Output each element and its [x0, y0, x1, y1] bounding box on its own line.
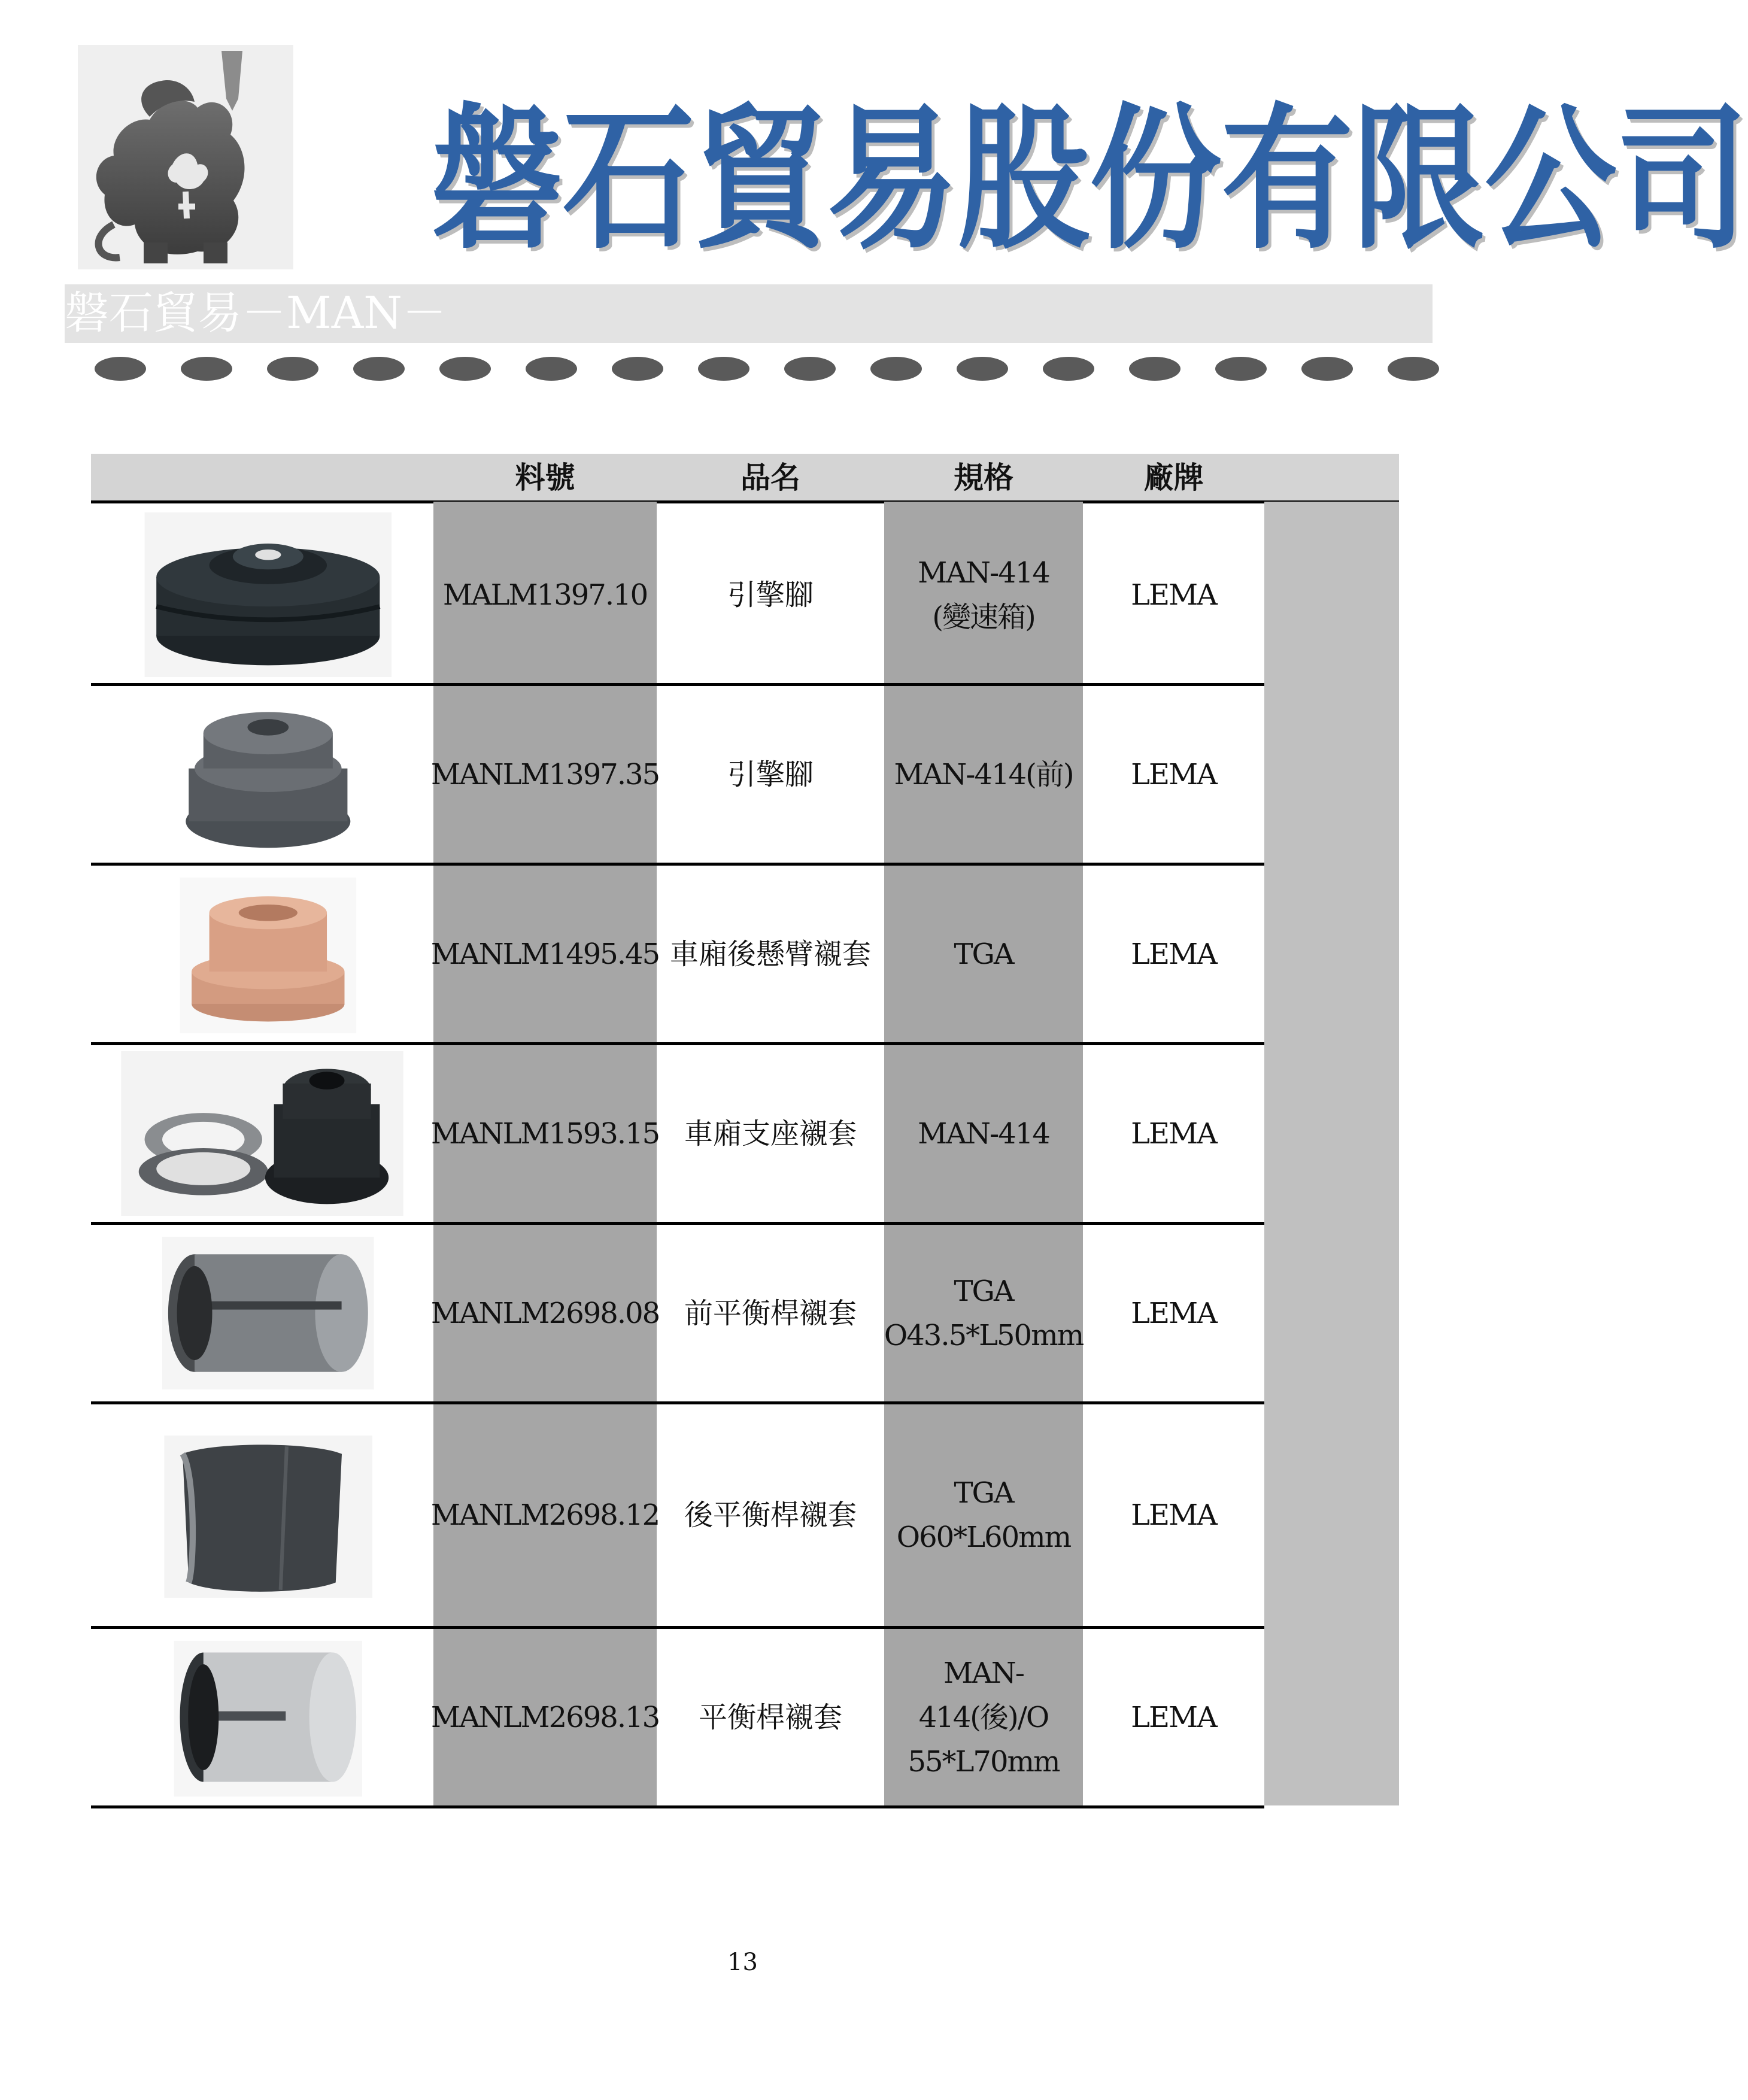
part-number-cell [430, 1404, 660, 1626]
spec-line: MAN-414 [918, 556, 1049, 590]
decorative-dot [1388, 357, 1439, 381]
brand-cell [1083, 1045, 1264, 1222]
brand-cell [1083, 1404, 1264, 1626]
spec-cell [884, 506, 1083, 683]
decorative-dot [784, 357, 836, 381]
spec-line: O60*L60mm [896, 1521, 1071, 1554]
part-number-cell [430, 1045, 660, 1222]
header-rule [91, 500, 1399, 503]
company-name [431, 89, 1748, 271]
product-name-cell-text: 平衡桿襯套 [698, 1700, 842, 1734]
header-spec: 規格 [954, 460, 1013, 495]
product-name-cell-text: 車廂後懸臂襯套 [669, 937, 871, 971]
decorative-dot [353, 357, 405, 381]
brand-cell-text: LEMA [1131, 578, 1216, 612]
decorative-dot [1129, 357, 1180, 381]
page-number: 13 [727, 1949, 758, 1976]
split-bushing-silver-photo [103, 1635, 421, 1799]
spec-line: O43.5*L50mm [884, 1318, 1084, 1352]
part-number-cell-text: MANLM1397.35 [430, 757, 660, 791]
part-number-cell [430, 1629, 660, 1805]
spec-cell [884, 686, 1083, 863]
product-name-cell-text: 引擎腳 [727, 578, 814, 612]
brand-cell-text: LEMA [1131, 1498, 1216, 1532]
part-number-cell [430, 866, 660, 1042]
company-name-char: 有 [1221, 89, 1354, 271]
brand-cell-text: LEMA [1131, 1296, 1216, 1330]
company-name-char: 股 [958, 89, 1090, 271]
spec-cell [884, 866, 1083, 1042]
part-number-cell-text: MANLM2698.08 [430, 1296, 660, 1330]
wrapped-bushing-photo [103, 1410, 421, 1620]
decorative-dot [1043, 357, 1094, 381]
brand-cell [1083, 686, 1264, 863]
part-number-cell-text: MALM1397.10 [442, 578, 648, 612]
company-name-char: 石 [563, 89, 695, 271]
product-name-cell [657, 1225, 884, 1401]
company-name-char: 磐 [431, 89, 563, 271]
support-bushing-pair-photo [103, 1051, 421, 1216]
product-name-cell [657, 1045, 884, 1222]
decorative-dot [698, 357, 749, 381]
part-number-cell [430, 686, 660, 863]
engine-mount-bellows-photo [103, 692, 421, 857]
spec-line: (變速箱) [932, 600, 1035, 634]
spec-cell [884, 1629, 1083, 1805]
product-name-cell [657, 686, 884, 863]
header-brand: 廠牌 [1143, 460, 1204, 495]
decorative-dot [870, 357, 922, 381]
engine-mount-dark-photo [103, 512, 421, 677]
brand-cell [1083, 1629, 1264, 1805]
product-name-cell-text: 後平衡桿襯套 [684, 1498, 857, 1532]
brand-cell-text: LEMA [1131, 1700, 1216, 1734]
decorative-dot [957, 357, 1008, 381]
brand-cell [1083, 506, 1264, 683]
product-name-cell-text: 車廂支座襯套 [684, 1116, 857, 1151]
brand-cell [1083, 1225, 1264, 1401]
product-name-cell-text: 前平衡桿襯套 [684, 1296, 857, 1330]
brand-cell-text: LEMA [1131, 757, 1216, 791]
company-name-char: 貿 [694, 89, 827, 271]
split-bushing-photo [103, 1231, 421, 1395]
company-name-char: 限 [1353, 89, 1485, 271]
decorative-dot [95, 357, 146, 381]
flanged-bushing-tan-photo [103, 872, 421, 1036]
decorative-dot [1215, 357, 1267, 381]
decorative-dot [1301, 357, 1353, 381]
product-name-cell [657, 506, 884, 683]
part-number-cell-text: MANLM1495.45 [430, 937, 660, 971]
company-name-char: 公 [1485, 89, 1617, 271]
decorative-dot [612, 357, 663, 381]
decorative-dots [95, 357, 1412, 382]
spec-line: MAN-414(前) [894, 757, 1073, 791]
section-title: 磐石貿易－MAN－ [65, 287, 447, 339]
decorative-dot [439, 357, 491, 381]
spec-line: 55*L70mm [908, 1744, 1060, 1779]
company-name-char: 份 [1090, 89, 1222, 271]
decorative-dot [267, 357, 318, 381]
brand-cell-text: LEMA [1131, 1116, 1216, 1151]
spec-cell [884, 1225, 1083, 1401]
company-name-char: 易 [826, 89, 958, 271]
product-name-cell [657, 1629, 884, 1805]
brand-cell [1083, 866, 1264, 1042]
header-name: 品名 [741, 460, 800, 495]
section-bar [65, 284, 1433, 343]
row-rule [91, 1805, 1264, 1808]
part-number-cell [433, 506, 657, 683]
spec-line: TGA [954, 1274, 1013, 1308]
product-name-cell-text: 引擎腳 [727, 757, 814, 791]
brand-cell-text: LEMA [1131, 937, 1216, 971]
product-name-cell [657, 1404, 884, 1626]
spec-line: MAN-414 [918, 1116, 1049, 1151]
spec-cell [884, 1404, 1083, 1626]
decorative-dot [526, 357, 577, 381]
part-number-cell [430, 1225, 660, 1401]
product-table [91, 454, 1399, 1825]
lion-logo [78, 45, 293, 269]
part-number-cell-text: MANLM1593.15 [430, 1116, 660, 1151]
company-name-char: 司 [1616, 89, 1748, 271]
spec-line: TGA [954, 1476, 1013, 1510]
product-name-cell [657, 866, 884, 1042]
extra-column-shade [1264, 502, 1399, 1805]
spec-line: TGA [954, 937, 1013, 971]
spec-cell [884, 1045, 1083, 1222]
header-part-no: 料號 [515, 460, 575, 495]
part-number-cell-text: MANLM2698.13 [430, 1700, 660, 1734]
part-number-cell-text: MANLM2698.12 [430, 1498, 660, 1532]
decorative-dot [181, 357, 232, 381]
spec-line: MAN-414(後)/O [918, 1656, 1049, 1734]
